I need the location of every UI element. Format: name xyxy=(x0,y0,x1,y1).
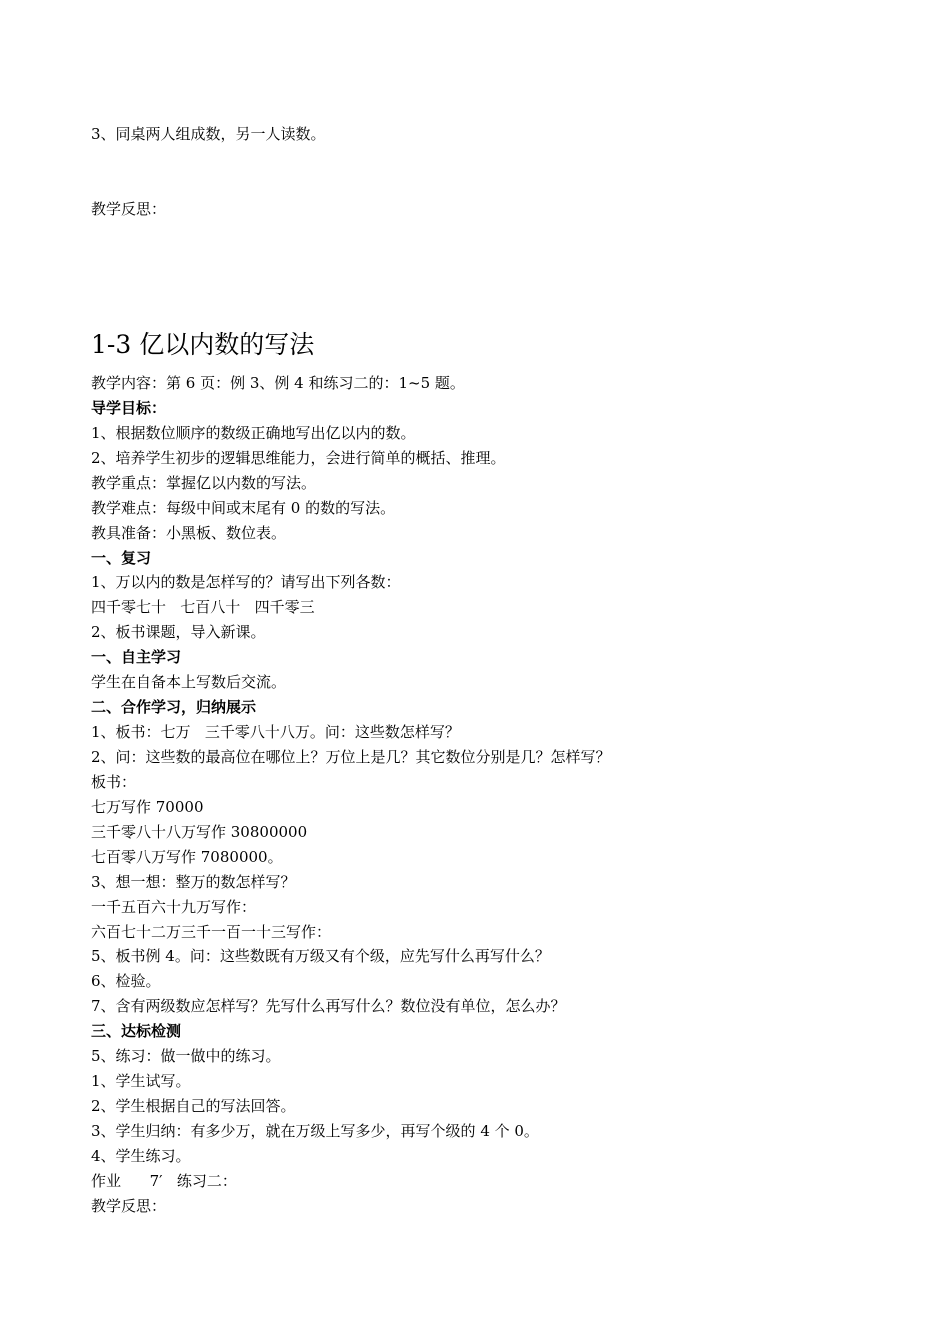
reflection-label-top: 教学反思： xyxy=(91,200,167,218)
text-line: 2、学生根据自己的写法回答。 xyxy=(91,1097,296,1115)
text-line: 1、万以内的数是怎样写的？请写出下列各数： xyxy=(91,573,401,592)
text-line: 三千零八十八万写作 30800000 xyxy=(91,822,308,841)
text-line: 2、板书课题，导入新课。 xyxy=(91,623,266,642)
text-line: 七百零八万写作 7080000。 xyxy=(91,847,283,866)
text-line: 6、检验。 xyxy=(91,972,161,991)
text-line: 1、学生试写。 xyxy=(91,1072,191,1090)
item-3-text: 3、同桌两人组成数，另一人读数。 xyxy=(91,125,326,143)
text-line: 4、学生练习。 xyxy=(91,1146,191,1165)
text-line: 学生在自备本上写数后交流。 xyxy=(91,673,287,692)
text-line: 七万写作 70000 xyxy=(91,797,204,816)
text-line: 2、问：这些数的最高位在哪位上？万位上是几？其它数位分别是几？怎样写？ xyxy=(91,748,611,766)
section-heading: 一、复习 xyxy=(91,548,152,567)
text-line: 1、板书：七万 三千零八十八万。问：这些数怎样写？ xyxy=(91,723,460,741)
section-heading: 导学目标： xyxy=(91,398,167,417)
text-line: 3、想一想：整万的数怎样写？ xyxy=(91,872,296,891)
text-line: 1、根据数位顺序的数级正确地写出亿以内的数。 xyxy=(91,423,416,442)
text-line: 教具准备：小黑板、数位表。 xyxy=(91,523,287,542)
text-line: 5、板书例 4。问：这些数既有万级又有个级，应先写什么再写什么？ xyxy=(91,947,550,966)
text-line: 六百七十二万三千一百一十三写作： xyxy=(91,922,332,941)
text-line: 一千五百六十九万写作： xyxy=(91,897,257,916)
text-line: 教学内容：第 6 页：例 3、例 4 和练习二的：1~5 题。 xyxy=(91,374,465,392)
text-line: 2、培养学生初步的逻辑思维能力，会进行简单的概括、推理。 xyxy=(91,448,506,467)
text-line: 作业 7′ 练习二： xyxy=(91,1171,237,1190)
section-heading: 二、合作学习，归纳展示 xyxy=(91,698,257,717)
text-line: 5、练习：做一做中的练习。 xyxy=(91,1047,281,1066)
text-line: 教学难点：每级中间或末尾有 0 的数的写法。 xyxy=(91,498,396,517)
section-heading: 三、达标检测 xyxy=(91,1022,182,1041)
text-line: 7、含有两级数应怎样写？先写什么再写什么？数位没有单位，怎么办？ xyxy=(91,997,566,1016)
text-line: 四千零七十 七百八十 四千零三 xyxy=(91,598,315,617)
text-line: 板书： xyxy=(91,772,137,791)
text-line: 教学重点：掌握亿以内数的写法。 xyxy=(91,473,317,492)
text-line: 教学反思： xyxy=(91,1196,167,1215)
lesson-title: 1-3 亿以内数的写法 xyxy=(91,330,315,359)
text-line: 3、学生归纳：有多少万，就在万级上写多少，再写个级的 4 个 0。 xyxy=(91,1121,539,1140)
section-heading: 一、自主学习 xyxy=(91,648,182,667)
